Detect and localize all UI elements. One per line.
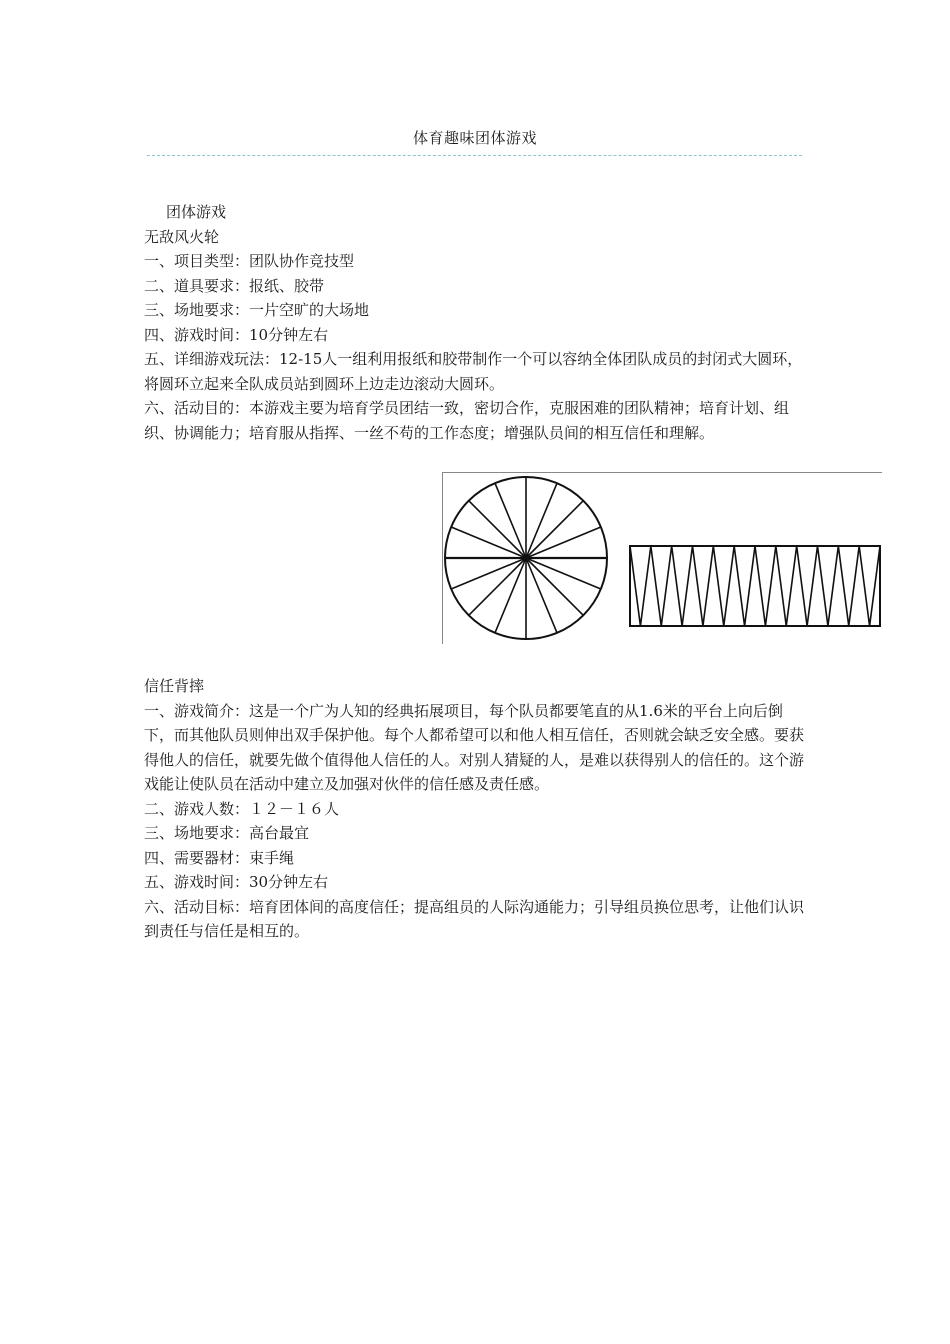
item-intro: 一、游戏简介：这是一个广为人知的经典拓展项目，每个队员都要笔直的从1.6米的平台上向后倒下，而其他队员则伸出双手保护他。每个人都希望可以和他人相互信任，否则就会缺乏安全感。要获得他人的信任，就要先做个值得他人信任的人。对别人猜疑的人，是难以获得别人的信任的。这个游戏能让使队员在活动中建立及加强对伙伴的信任感及责任感。: [144, 701, 805, 793]
game-title: 信任背摔: [144, 677, 205, 695]
item-time: 四、游戏时间：10分钟左右: [144, 325, 329, 344]
item-type: 一、项目类型：团队协作竞技型: [144, 252, 355, 270]
section-wind-fire-wheel: [144, 200, 808, 445]
wheel-spoke: [526, 501, 583, 558]
section-heading: 团体游戏: [166, 203, 227, 221]
item-rules: 五、详细游戏玩法：12-15人一组利用报纸和胶带制作一个可以容纳全体团队成员的封闭式大圆环，将圆环立起来全队成员站到圆环上边走边滚动大圆环。: [144, 350, 803, 393]
wheel-illustration: [442, 472, 882, 644]
item-players: 二、游戏人数：１２－１６人: [144, 799, 340, 818]
document-title: 体育趣味团体游戏: [412, 129, 537, 147]
item-time: 五、游戏时间：30分钟左右: [144, 873, 329, 891]
section-trust-fall: [144, 674, 808, 944]
item-venue: 三、场地要求：高台最宜: [144, 824, 310, 842]
item-props: 二、道具要求：报纸、胶带: [144, 276, 325, 295]
game-title: 无敌风火轮: [144, 227, 220, 246]
wheel-spoke: [526, 558, 583, 615]
strip-frame: [630, 546, 880, 626]
item-goal: 六、活动目标：培育团体间的高度信任；提高组员的人际沟通能力；引导组员换位思考，让他们认识到责任与信任是相互的。: [144, 897, 805, 940]
wheel-spoke: [469, 558, 526, 615]
title-divider: [147, 155, 802, 156]
wheel-diagram: [445, 477, 607, 639]
item-purpose: 六、活动目的：本游戏主要为培育学员团结一致，密切合作，克服困难的团队精神；培育计划、组织、协调能力；培育服从指挥、一丝不苟的工作态度；增强队员间的相互信任和理解。: [144, 399, 790, 442]
wheel-illustration-svg: [442, 472, 882, 644]
item-venue: 三、场地要求：一片空旷的大场地: [144, 301, 370, 319]
wheel-spoke: [469, 501, 526, 558]
strip-zigzag: [630, 546, 880, 626]
item-equipment: 四、需要器材：束手绳: [144, 848, 295, 867]
zigzag-strip-diagram: [630, 546, 880, 626]
